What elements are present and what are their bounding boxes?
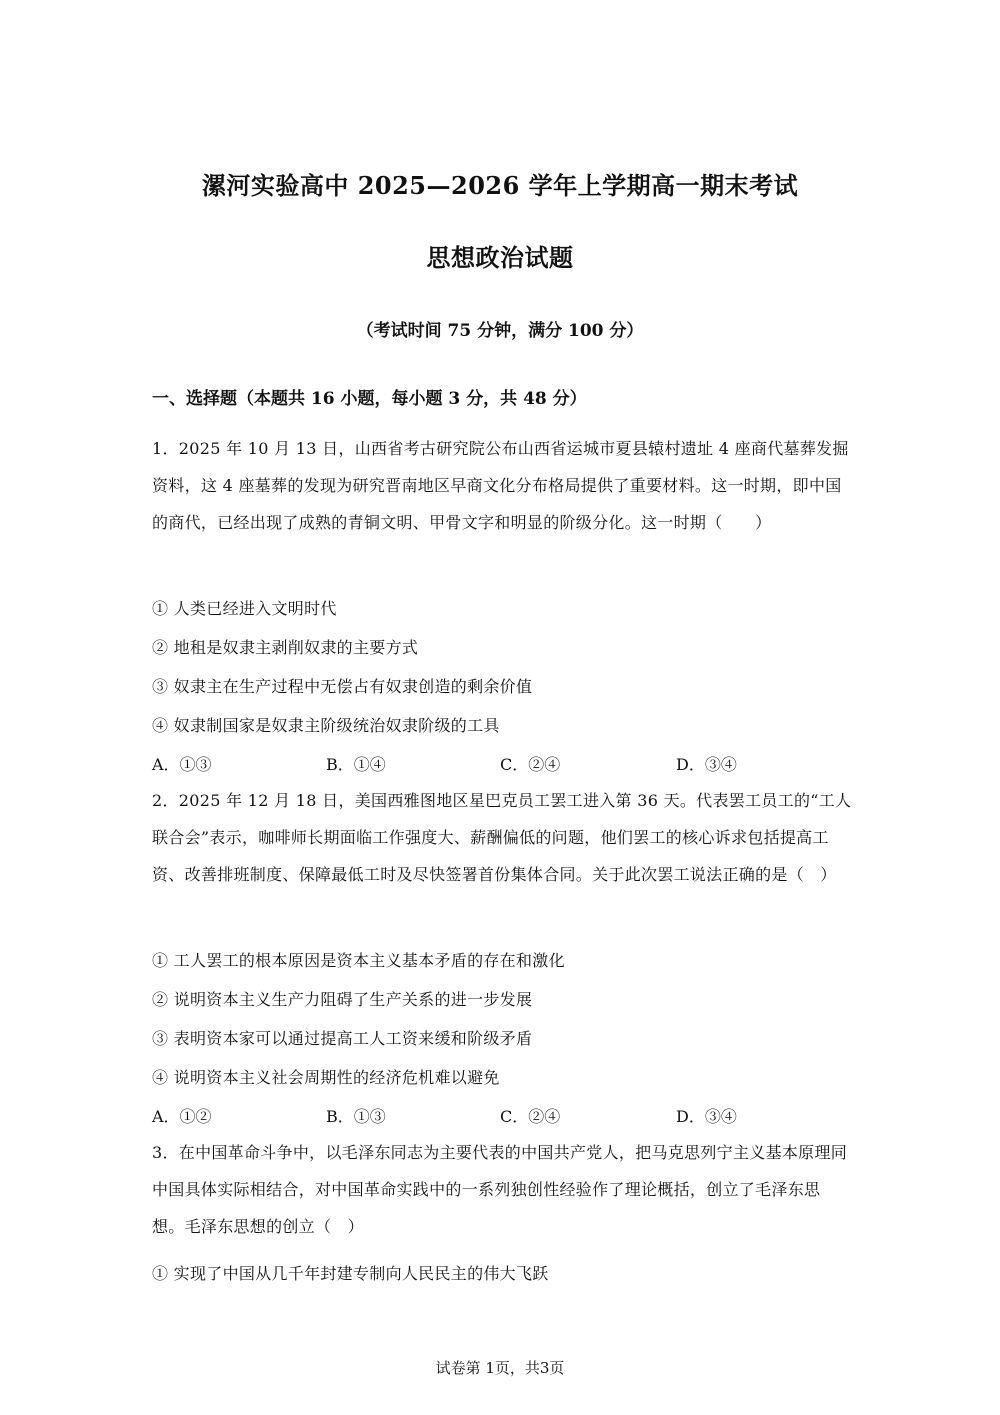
question-2-item: ③ 表明资本家可以通过提高工人工资来缓和阶级矛盾 bbox=[152, 1029, 533, 1048]
question-1-option-a[interactable]: A．①③ bbox=[152, 755, 212, 774]
question-1-stem: 1．2025 年 10 月 13 日，山西省考古研究院公布山西省运城市夏县辕村遗址 4 座商代墓葬发掘资料，这 4 座墓葬的发现为研究晋南地区早商文化分布格局提供了重要材料。这一时期，即中国的商代，已经出现了成熟的青铜文明、甲骨文字和明显的阶级分化。这一时期（ ） bbox=[152, 439, 849, 532]
question-2-item: ① 工人罢工的根本原因是资本主义基本矛盾的存在和激化 bbox=[152, 951, 565, 970]
question-1-item: ① 人类已经进入文明时代 bbox=[152, 599, 337, 618]
question-1-item: ② 地租是奴隶主剥削奴隶的主要方式 bbox=[152, 638, 419, 657]
question-2-option-b[interactable]: B．①③ bbox=[326, 1107, 386, 1126]
section-heading: 一、选择题（本题共 16 小题，每小题 3 分，共 48 分） bbox=[152, 389, 587, 409]
exam-title-line1: 漯河实验高中 2025—2026 学年上学期高一期末考试 bbox=[201, 171, 799, 200]
question-1-option-d[interactable]: D．③④ bbox=[676, 755, 737, 774]
question-2-stem: 2．2025 年 12 月 18 日，美国西雅图地区星巴克员工罢工进入第 36 天。代表罢工员工的“工人联合会”表示，咖啡师长期面临工作强度大、薪酬偏低的问题，他们罢工的核心诉求包括提高工资、改善排班制度、保障最低工时及尽快签署首份集体合同。关于此次罢工说法正确的是（ ） bbox=[152, 791, 852, 884]
question-1-option-b[interactable]: B．①④ bbox=[326, 755, 386, 774]
question-3-item: ① 实现了中国从几千年封建专制向人民民主的伟大飞跃 bbox=[152, 1264, 549, 1283]
exam-info: （考试时间 75 分钟，满分 100 分） bbox=[356, 321, 644, 341]
question-2-item: ② 说明资本主义生产力阻碍了生产关系的进一步发展 bbox=[152, 990, 533, 1009]
question-1-option-c[interactable]: C．②④ bbox=[500, 755, 561, 774]
exam-title-line2: 思想政治试题 bbox=[426, 243, 574, 272]
question-3-stem: 3．在中国革命斗争中，以毛泽东同志为主要代表的中国共产党人，把马克思列宁主义基本原理同中国具体实际相结合，对中国革命实践中的一系列独创性经验作了理论概括，创立了毛泽东思想。毛泽东思想的创立（ ） bbox=[152, 1143, 848, 1236]
question-1-item: ④ 奴隶制国家是奴隶主阶级统治奴隶阶级的工具 bbox=[152, 716, 500, 735]
question-2-option-c[interactable]: C．②④ bbox=[500, 1107, 561, 1126]
question-2-option-d[interactable]: D．③④ bbox=[676, 1107, 737, 1126]
page-footer: 试卷第 1页，共3页 bbox=[435, 1359, 565, 1377]
question-2-option-a[interactable]: A．①② bbox=[152, 1107, 212, 1126]
question-2-item: ④ 说明资本主义社会周期性的经济危机难以避免 bbox=[152, 1068, 500, 1087]
question-1-item: ③ 奴隶主在生产过程中无偿占有奴隶创造的剩余价值 bbox=[152, 677, 533, 696]
